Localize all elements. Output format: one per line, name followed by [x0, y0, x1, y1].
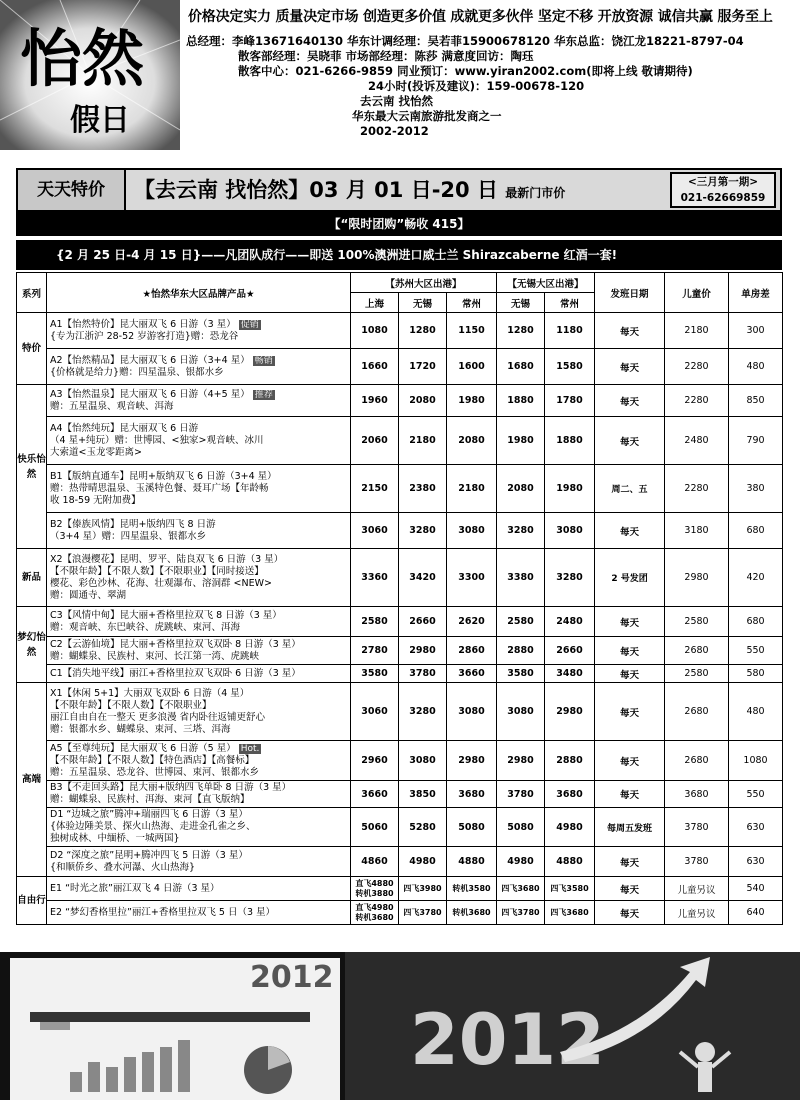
price-cell: 2480	[545, 607, 595, 637]
price-cell: 3300	[447, 549, 497, 607]
single-room-cell: 480	[729, 349, 783, 385]
slogan: 价格决定实力 质量决定市场 创造更多价值 成就更多伙伴 坚定不移 开放资源 诚信共赢 服务至上	[188, 9, 773, 25]
price-cell: 1680	[497, 349, 545, 385]
single-room-cell: 630	[729, 808, 783, 847]
table-row	[17, 683, 783, 741]
child-price-cell: 2580	[665, 607, 729, 637]
price-cell: 5060	[351, 808, 399, 847]
price-cell: 3280	[497, 513, 545, 549]
header-date: 发班日期	[595, 273, 665, 313]
product-cell: A5【至尊纯玩】昆大丽双飞 6 日游（5 星） Hot. 【不限年龄】【不限人数】【特色酒店】【高餐标】 赠：五星温泉、恐龙谷、世博园、束河、银都水乡	[47, 741, 351, 781]
table-row	[17, 877, 783, 901]
price-cell: 5080	[497, 808, 545, 847]
table-row	[17, 385, 783, 417]
price-cell: 2960	[351, 741, 399, 781]
sub-shanghai: 上海	[351, 293, 399, 313]
sub-changzhou: 常州	[447, 293, 497, 313]
price-cell: 2860	[447, 637, 497, 665]
single-room-cell: 550	[729, 637, 783, 665]
header	[0, 0, 800, 165]
price-cell: 2780	[351, 637, 399, 665]
svg-text:怡然: 怡然	[20, 22, 145, 95]
price-cell: 1880	[497, 385, 545, 417]
price-cell: 1280	[399, 313, 447, 349]
price-cell: 3780	[497, 781, 545, 808]
departure-cell: 每天	[595, 847, 665, 877]
price-cell: 3380	[497, 549, 545, 607]
price-cell: 1980	[497, 417, 545, 465]
contact-departments: 散客部经理：吴晓菲 市场部经理：陈莎 满意度回访：陶珏	[238, 49, 534, 63]
series-cell: 快乐怡然	[17, 385, 47, 549]
child-price-cell: 2180	[665, 313, 729, 349]
banner-title: 【去云南 找怡然】03 月 01 日-20 日 最新门市价	[134, 178, 566, 202]
price-cell: 1580	[545, 349, 595, 385]
price-cell: 四飞3780	[497, 901, 545, 925]
price-cell: 2620	[447, 607, 497, 637]
sub-changzhou-2: 常州	[545, 293, 595, 313]
price-cell: 3660	[447, 665, 497, 683]
price-cell: 4980	[399, 847, 447, 877]
single-room-cell: 540	[729, 877, 783, 901]
header-single: 单房差	[729, 273, 783, 313]
group-buy-bar: 【“限时团购”畅收 415】	[16, 212, 782, 236]
departure-cell: 每天	[595, 877, 665, 901]
product-cell: E2 “梦幻香格里拉”丽江+香格里拉双飞 5 日（3 星）	[47, 901, 351, 925]
price-cell: 1180	[545, 313, 595, 349]
single-room-cell: 1080	[729, 741, 783, 781]
price-cell: 2980	[545, 683, 595, 741]
single-room-cell: 790	[729, 417, 783, 465]
contact-info	[186, 34, 800, 139]
product-cell: B3【不走回头路】昆大丽+版纳四飞单卧 8 日游（3 星） 赠：蝴蝶泉、民族村、洱海、束河【直飞版纳】	[47, 781, 351, 808]
price-cell: 3080	[399, 741, 447, 781]
table-row	[17, 665, 783, 683]
price-cell: 1980	[545, 465, 595, 513]
header-series: 系列	[17, 273, 47, 313]
single-room-cell: 630	[729, 847, 783, 877]
price-cell: 四飞3680	[545, 901, 595, 925]
child-price-cell: 3780	[665, 847, 729, 877]
product-cell: C2【云游仙境】昆大丽+香格里拉双飞双卧 8 日游（3 星） 赠：蝴蝶泉、民族村、束河、长江第一湾、虎跳峡	[47, 637, 351, 665]
table-row	[17, 741, 783, 781]
price-cell: 1280	[497, 313, 545, 349]
price-cell: 2580	[351, 607, 399, 637]
child-price-cell: 2680	[665, 741, 729, 781]
price-cell: 3680	[447, 781, 497, 808]
price-cell: 直飞4980 转机3680	[351, 901, 399, 925]
price-cell: 四飞3580	[545, 877, 595, 901]
issue-box: <三月第一期> 021-62669859	[670, 172, 776, 208]
contact-website: 散客中心：021-6266-9859 同业预订：www.yiran2002.com(即将上线 敬请期待)	[238, 64, 693, 78]
price-cell: 2980	[447, 741, 497, 781]
product-cell: B2【傣族风情】昆明+版纳四飞 8 日游 （3+4 星）赠：四星温泉、银都水乡	[47, 513, 351, 549]
product-cell: X1【休闲 5+1】大丽双飞双卧 6 日游（4 星） 【不限年龄】【不限人数】【不限职业】 丽江自由自在一整天 更多浪漫 省内卧往返铺更舒心 赠：银都水乡、蝴蝶泉、束河、三塔、洱海	[47, 683, 351, 741]
price-cell: 3060	[351, 683, 399, 741]
header-child: 儿童价	[665, 273, 729, 313]
ad-year-left: 2012	[250, 960, 334, 995]
price-cell: 1150	[447, 313, 497, 349]
header-wuxi: 【无锡大区出港】	[497, 273, 595, 293]
price-cell: 四飞3780	[399, 901, 447, 925]
price-cell: 3080	[447, 683, 497, 741]
price-cell: 2980	[497, 741, 545, 781]
ad-year-right: 2012	[410, 999, 605, 1081]
product-cell: A2【怡然精品】昆大丽双飞 6 日游（3+4 星） 畅销 {价格就是给力}赠：四星温泉、银都水乡	[47, 349, 351, 385]
price-cell: 四飞3680	[497, 877, 545, 901]
departure-cell: 周二、五	[595, 465, 665, 513]
series-cell: 自由行	[17, 877, 47, 925]
price-cell: 1720	[399, 349, 447, 385]
single-room-cell: 550	[729, 781, 783, 808]
price-cell: 1600	[447, 349, 497, 385]
departure-cell: 每天	[595, 901, 665, 925]
price-cell: 3080	[447, 513, 497, 549]
price-cell: 2180	[399, 417, 447, 465]
price-cell: 3280	[399, 513, 447, 549]
bottom-ad	[0, 952, 800, 1100]
departure-cell: 2 号发团	[595, 549, 665, 607]
price-cell: 3280	[545, 549, 595, 607]
price-cell: 2180	[447, 465, 497, 513]
price-cell: 3480	[545, 665, 595, 683]
single-room-cell: 420	[729, 549, 783, 607]
table-row	[17, 808, 783, 847]
price-cell: 1980	[447, 385, 497, 417]
product-cell: A3【怡然温泉】昆大丽双飞 6 日游（4+5 星） 推荐 赠：五星温泉、观音峡、洱海	[47, 385, 351, 417]
series-cell: 特价	[17, 313, 47, 385]
price-cell: 3660	[351, 781, 399, 808]
child-price-cell: 3180	[665, 513, 729, 549]
departure-cell: 每天	[595, 637, 665, 665]
ad-graphic	[0, 952, 800, 1100]
child-price-cell: 儿童另议	[665, 901, 729, 925]
child-price-cell: 2480	[665, 417, 729, 465]
price-cell: 转机3680	[447, 901, 497, 925]
child-price-cell: 2680	[665, 683, 729, 741]
price-cell: 5080	[447, 808, 497, 847]
price-cell: 3580	[351, 665, 399, 683]
product-badge: Hot.	[240, 743, 260, 754]
product-cell: X2【浪漫樱花】昆明、罗平、陆良双飞 6 日游（3 星） 【不限年龄】【不限人数】【不限职业】【同时接送】 樱花、彩色沙林、花海、壮观瀑布、溶洞群 <NEW> 赠：圆通寺、翠湖	[47, 549, 351, 607]
price-cell: 2580	[497, 607, 545, 637]
single-room-cell: 580	[729, 665, 783, 683]
single-room-cell: 380	[729, 465, 783, 513]
price-cell: 3420	[399, 549, 447, 607]
price-cell: 4980	[545, 808, 595, 847]
price-cell: 3360	[351, 549, 399, 607]
contact-years: 2002-2012	[360, 124, 429, 138]
table-row	[17, 349, 783, 385]
product-badge: 促销	[240, 319, 259, 330]
child-price-cell: 2580	[665, 665, 729, 683]
series-cell: 新品	[17, 549, 47, 607]
table-row	[17, 417, 783, 465]
header-product: ★怡然华东大区品牌产品★	[47, 273, 351, 313]
product-badge: 推荐	[254, 389, 273, 400]
price-cell: 3850	[399, 781, 447, 808]
price-cell: 3060	[351, 513, 399, 549]
product-badge: 畅销	[254, 355, 273, 366]
sub-wuxi-2: 无锡	[497, 293, 545, 313]
child-price-cell: 2280	[665, 349, 729, 385]
svg-text:假日: 假日	[70, 103, 130, 138]
price-cell: 1780	[545, 385, 595, 417]
departure-cell: 每天	[595, 313, 665, 349]
price-cell: 5280	[399, 808, 447, 847]
product-cell: D1 “边城之旅”腾冲+瑞丽四飞 6 日游（3 星） {体验边陲美景、探火山热海、走进金孔雀之乡、 独树成林、中缅桥、一城两国}	[47, 808, 351, 847]
single-room-cell: 680	[729, 607, 783, 637]
single-room-cell: 680	[729, 513, 783, 549]
contact-motto: 去云南 找怡然	[360, 94, 434, 108]
product-cell: C1【消失地平线】丽江+香格里拉双飞双卧 6 日游（3 星）	[47, 665, 351, 683]
price-cell: 2980	[399, 637, 447, 665]
price-cell: 2150	[351, 465, 399, 513]
price-cell: 1880	[545, 417, 595, 465]
price-cell: 直飞4880 转机3880	[351, 877, 399, 901]
price-cell: 2660	[545, 637, 595, 665]
price-cell: 2080	[399, 385, 447, 417]
departure-cell: 每天	[595, 607, 665, 637]
sub-wuxi: 无锡	[399, 293, 447, 313]
product-cell: C3【风情中甸】昆大丽+香格里拉双飞 8 日游（3 星） 赠：观音峡、东巴峡谷、虎跳峡、束河、洱海	[47, 607, 351, 637]
price-cell: 4880	[545, 847, 595, 877]
price-cell: 3080	[545, 513, 595, 549]
table-row	[17, 549, 783, 607]
price-cell: 转机3580	[447, 877, 497, 901]
series-cell: 梦幻怡然	[17, 607, 47, 683]
product-cell: D2 “深度之旅”昆明+腾冲四飞 5 日游（3 星） {和顺侨乡、叠水河瀑、火山热海}	[47, 847, 351, 877]
product-cell: A1【怡然特价】昆大丽双飞 6 日游（3 星） 促销 {专为江浙沪 28-52 岁游客打造}赠：恐龙谷	[47, 313, 351, 349]
departure-cell: 每天	[595, 417, 665, 465]
company-logo	[0, 0, 180, 150]
table-row	[17, 465, 783, 513]
price-cell: 1960	[351, 385, 399, 417]
price-table	[16, 272, 783, 925]
price-cell: 4880	[447, 847, 497, 877]
product-cell: E1 “时光之旅”丽江双飞 4 日游（3 星）	[47, 877, 351, 901]
table-row	[17, 637, 783, 665]
price-cell: 3680	[545, 781, 595, 808]
departure-cell: 每天	[595, 683, 665, 741]
departure-cell: 每周五发班	[595, 808, 665, 847]
table-row	[17, 847, 783, 877]
price-cell: 四飞3980	[399, 877, 447, 901]
departure-cell: 每天	[595, 513, 665, 549]
child-price-cell: 儿童另议	[665, 877, 729, 901]
price-cell: 1660	[351, 349, 399, 385]
price-cell: 2880	[497, 637, 545, 665]
table-row	[17, 513, 783, 549]
price-cell: 2080	[497, 465, 545, 513]
departure-cell: 每天	[595, 385, 665, 417]
departure-cell: 每天	[595, 741, 665, 781]
single-room-cell: 480	[729, 683, 783, 741]
price-cell: 4980	[497, 847, 545, 877]
title-banner	[16, 168, 782, 212]
price-cell: 3080	[497, 683, 545, 741]
price-cell: 3780	[399, 665, 447, 683]
header-suzhou: 【苏州大区出港】	[351, 273, 497, 293]
price-cell: 3580	[497, 665, 545, 683]
price-cell: 2080	[447, 417, 497, 465]
promotion-bar: {2 月 25 日-4 月 15 日}——凡团队成行——即送 100%澳洲进口威士兰 Shirazcaberne 红酒一套!	[16, 240, 782, 270]
departure-cell: 每天	[595, 349, 665, 385]
price-cell: 2660	[399, 607, 447, 637]
series-cell: 高端	[17, 683, 47, 877]
table-row	[17, 607, 783, 637]
price-cell: 2880	[545, 741, 595, 781]
price-cell: 2380	[399, 465, 447, 513]
daily-special-tag: 天天特价	[18, 170, 126, 210]
child-price-cell: 2280	[665, 465, 729, 513]
contact-tagline: 华东最大云南旅游批发商之一	[352, 109, 502, 123]
departure-cell: 每天	[595, 781, 665, 808]
table-row	[17, 313, 783, 349]
departure-cell: 每天	[595, 665, 665, 683]
single-room-cell: 640	[729, 901, 783, 925]
product-cell: B1【版纳直通车】昆明+版纳双飞 6 日游（3+4 星） 赠：热带晴思温泉、玉溪特色餐、聂耳广场【年龄畅 收 18-59 无附加费】	[47, 465, 351, 513]
contact-managers: 总经理：李峰13671640130 华东计调经理：吴若菲15900678120 华东总监：饶江龙18221-8797-04	[186, 34, 744, 48]
price-cell: 4860	[351, 847, 399, 877]
child-price-cell: 3780	[665, 808, 729, 847]
table-row	[17, 781, 783, 808]
single-room-cell: 850	[729, 385, 783, 417]
child-price-cell: 3680	[665, 781, 729, 808]
price-cell: 2060	[351, 417, 399, 465]
price-cell: 1080	[351, 313, 399, 349]
price-cell: 3280	[399, 683, 447, 741]
child-price-cell: 2980	[665, 549, 729, 607]
table-row	[17, 901, 783, 925]
single-room-cell: 300	[729, 313, 783, 349]
contact-hotline: 24小时(投诉及建议)：159-00678-120	[368, 79, 585, 93]
child-price-cell: 2280	[665, 385, 729, 417]
product-cell: A4【怡然纯玩】昆大丽双飞 6 日游 （4 星+纯玩）赠：世博园、<独家>观音峡、冰川 大索道<玉龙零距离>	[47, 417, 351, 465]
child-price-cell: 2680	[665, 637, 729, 665]
